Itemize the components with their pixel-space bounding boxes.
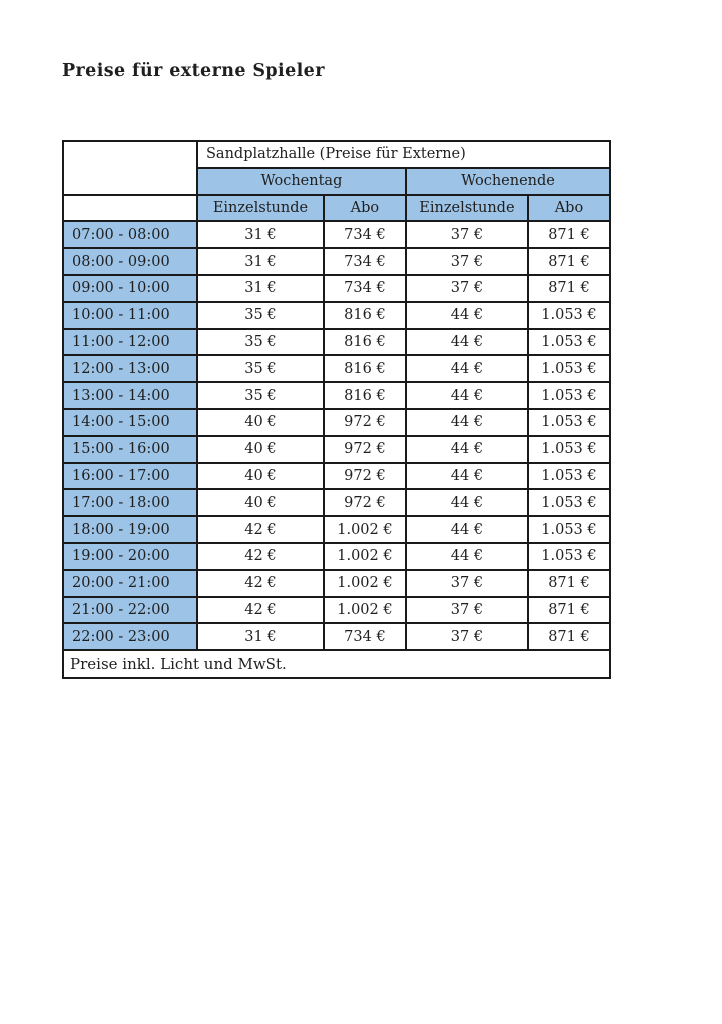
table-row	[63, 248, 610, 275]
sub-header-row	[63, 195, 610, 222]
time-cell: 21:00 - 22:00	[63, 597, 197, 624]
price-cell: 1.002 €	[324, 543, 406, 570]
price-table-container	[62, 140, 611, 679]
price-cell: 1.053 €	[528, 489, 610, 516]
price-rows	[63, 221, 610, 650]
price-cell: 31 €	[197, 275, 324, 302]
time-cell: 15:00 - 16:00	[63, 436, 197, 463]
price-cell: 734 €	[324, 221, 406, 248]
price-cell: 44 €	[406, 329, 528, 356]
price-cell: 1.053 €	[528, 302, 610, 329]
price-cell: 42 €	[197, 543, 324, 570]
price-cell: 871 €	[528, 275, 610, 302]
price-cell: 37 €	[406, 623, 528, 650]
price-cell: 31 €	[197, 623, 324, 650]
hall-header-row	[63, 141, 610, 168]
price-cell: 40 €	[197, 489, 324, 516]
time-cell: 17:00 - 18:00	[63, 489, 197, 516]
time-cell: 11:00 - 12:00	[63, 329, 197, 356]
table-row	[63, 275, 610, 302]
time-cell: 10:00 - 11:00	[63, 302, 197, 329]
price-cell: 734 €	[324, 248, 406, 275]
group-header-wochenende: Wochenende	[406, 168, 610, 195]
table-row	[63, 570, 610, 597]
time-cell: 07:00 - 08:00	[63, 221, 197, 248]
price-cell: 44 €	[406, 436, 528, 463]
price-cell: 1.002 €	[324, 570, 406, 597]
price-cell: 1.053 €	[528, 516, 610, 543]
time-cell: 18:00 - 19:00	[63, 516, 197, 543]
table-row	[63, 543, 610, 570]
time-cell: 13:00 - 14:00	[63, 382, 197, 409]
price-cell: 31 €	[197, 248, 324, 275]
time-cell: 16:00 - 17:00	[63, 463, 197, 490]
table-row	[63, 436, 610, 463]
price-cell: 35 €	[197, 302, 324, 329]
price-cell: 44 €	[406, 516, 528, 543]
price-cell: 37 €	[406, 570, 528, 597]
price-cell: 44 €	[406, 543, 528, 570]
price-cell: 44 €	[406, 302, 528, 329]
price-cell: 1.053 €	[528, 543, 610, 570]
footer-row	[63, 650, 610, 678]
price-cell: 1.053 €	[528, 382, 610, 409]
time-cell: 19:00 - 20:00	[63, 543, 197, 570]
price-cell: 871 €	[528, 570, 610, 597]
table-row	[63, 329, 610, 356]
price-cell: 44 €	[406, 409, 528, 436]
price-cell: 1.053 €	[528, 409, 610, 436]
price-cell: 972 €	[324, 409, 406, 436]
price-cell: 816 €	[324, 329, 406, 356]
price-cell: 1.053 €	[528, 463, 610, 490]
price-cell: 1.002 €	[324, 516, 406, 543]
price-cell: 871 €	[528, 248, 610, 275]
footer-note: Preise inkl. Licht und MwSt.	[63, 650, 610, 678]
subheader-einzelstunde-wochentag: Einzelstunde	[197, 195, 324, 222]
price-cell: 37 €	[406, 221, 528, 248]
page-title: Preise für externe Spieler	[62, 61, 325, 81]
time-cell: 09:00 - 10:00	[63, 275, 197, 302]
table-row	[63, 463, 610, 490]
price-cell: 44 €	[406, 382, 528, 409]
time-cell: 20:00 - 21:00	[63, 570, 197, 597]
time-cell: 22:00 - 23:00	[63, 623, 197, 650]
price-cell: 1.053 €	[528, 436, 610, 463]
price-cell: 871 €	[528, 597, 610, 624]
price-table	[62, 140, 611, 679]
price-cell: 40 €	[197, 436, 324, 463]
group-header-wochentag: Wochentag	[197, 168, 406, 195]
price-cell: 37 €	[406, 248, 528, 275]
time-cell: 12:00 - 13:00	[63, 355, 197, 382]
table-row	[63, 355, 610, 382]
table-row	[63, 597, 610, 624]
price-cell: 40 €	[197, 409, 324, 436]
time-cell: 08:00 - 09:00	[63, 248, 197, 275]
price-cell: 42 €	[197, 597, 324, 624]
price-cell: 44 €	[406, 355, 528, 382]
price-cell: 35 €	[197, 382, 324, 409]
price-cell: 1.002 €	[324, 597, 406, 624]
price-cell: 972 €	[324, 436, 406, 463]
price-cell: 816 €	[324, 355, 406, 382]
price-cell: 972 €	[324, 489, 406, 516]
table-row	[63, 221, 610, 248]
price-cell: 1.053 €	[528, 355, 610, 382]
corner-cell	[63, 141, 197, 195]
price-cell: 816 €	[324, 302, 406, 329]
subheader-abo-wochenende: Abo	[528, 195, 610, 222]
price-cell: 816 €	[324, 382, 406, 409]
price-cell: 42 €	[197, 570, 324, 597]
price-cell: 35 €	[197, 329, 324, 356]
subheader-abo-wochentag: Abo	[324, 195, 406, 222]
price-cell: 734 €	[324, 623, 406, 650]
price-cell: 871 €	[528, 623, 610, 650]
time-cell: 14:00 - 15:00	[63, 409, 197, 436]
price-cell: 44 €	[406, 463, 528, 490]
table-row	[63, 382, 610, 409]
price-cell: 31 €	[197, 221, 324, 248]
table-row	[63, 623, 610, 650]
price-cell: 1.053 €	[528, 329, 610, 356]
subheader-einzelstunde-wochenende: Einzelstunde	[406, 195, 528, 222]
corner-cell	[63, 195, 197, 222]
price-cell: 972 €	[324, 463, 406, 490]
table-row	[63, 489, 610, 516]
price-cell: 35 €	[197, 355, 324, 382]
price-cell: 734 €	[324, 275, 406, 302]
price-cell: 42 €	[197, 516, 324, 543]
table-row	[63, 302, 610, 329]
table-row	[63, 409, 610, 436]
price-cell: 44 €	[406, 489, 528, 516]
price-cell: 37 €	[406, 597, 528, 624]
price-cell: 40 €	[197, 463, 324, 490]
table-row	[63, 516, 610, 543]
price-cell: 37 €	[406, 275, 528, 302]
hall-header-cell: Sandplatzhalle (Preise für Externe)	[197, 141, 610, 168]
price-cell: 871 €	[528, 221, 610, 248]
